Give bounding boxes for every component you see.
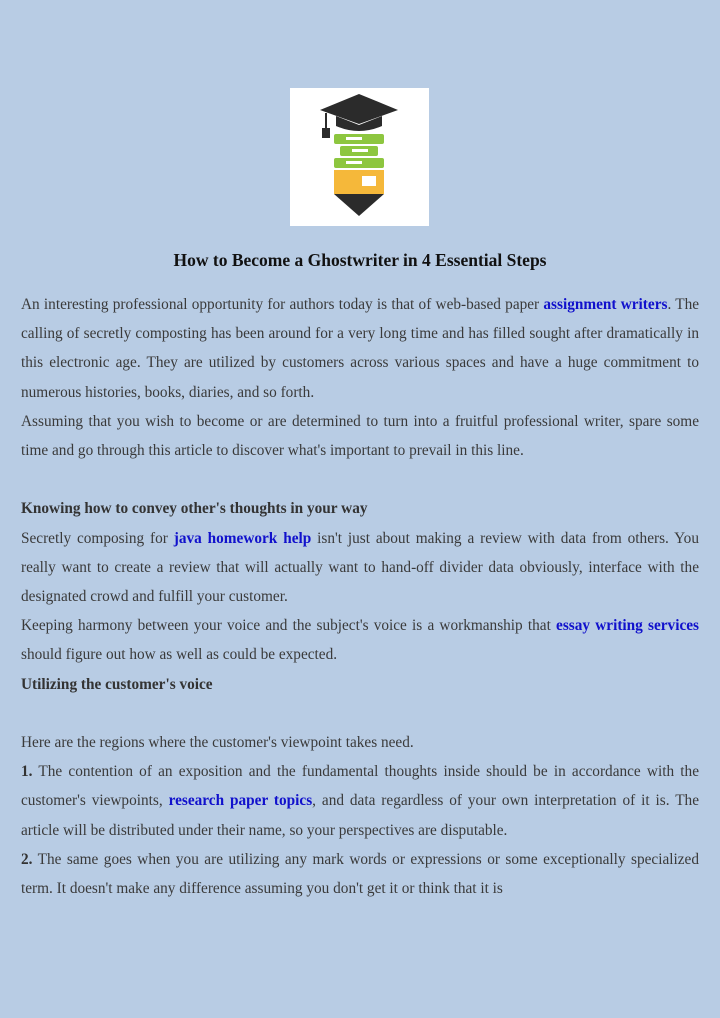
section2-intro: Here are the regions where the customer's viewpoint takes need. — [21, 734, 414, 752]
intro-paragraph-1 — [21, 290, 699, 407]
section-heading-utilizing: Utilizing the customer's voice — [21, 675, 213, 693]
spacer — [21, 465, 699, 494]
section1-paragraph-1 — [21, 524, 699, 612]
spacer — [21, 699, 699, 728]
essay-writing-services-link[interactable]: essay writing services — [556, 617, 699, 635]
section-heading-knowing: Knowing how to convey other's thoughts in your way — [21, 500, 368, 518]
section1-text-c: Keeping harmony between your voice and the subject's voice is a workmanship that — [21, 617, 557, 635]
list-item-1 — [21, 757, 699, 845]
page-title: How to Become a Ghostwriter in 4 Essential Steps — [173, 250, 547, 270]
graduation-cap-pencil-logo — [290, 88, 429, 226]
section1-text-b: isn't just about making a review with data from others. You really want to create a review that will actually want to hand-off divider data obviously, interface with the designated crowd and fulfill your customer. — [21, 529, 699, 606]
research-paper-topics-link[interactable]: research paper topics — [168, 792, 313, 810]
section1-paragraph-2 — [21, 611, 699, 669]
item1-text-a: The contention of an exposition and the fundamental thoughts inside should be in accordance with the customer's viewpoints, — [21, 763, 699, 810]
list-number-1: 1. — [21, 763, 33, 781]
article-body — [21, 290, 699, 903]
item2-text-a: The same goes when you are utilizing any mark words or expressions or some exceptionally specialized term. It doesn't make any difference assuming you don't get it or think that it is — [21, 850, 699, 898]
item1-text-b: , and data regardless of your own interpretation of it is. The article will be distributed under their name, so your perspectives are disputable. — [21, 792, 699, 839]
intro-text-a: An interesting professional opportunity for authors today is that of web-based paper — [21, 296, 544, 313]
intro-text-b: . The calling of secretly composting has been around for a very long time and has filled sought after dramatically in this electronic age. They are utilized by customers across various spaces and have a huge commitment to numerous histories, books, diaries, and so forth. — [21, 296, 700, 401]
logo-graphic — [290, 88, 429, 226]
intro-paragraph-2: Assuming that you wish to become or are determined to turn into a fruitful professional writer, spare some time and go through this article to discover what's important to prevail in this line. — [21, 412, 699, 460]
list-number-2: 2. — [21, 850, 33, 868]
java-homework-help-link[interactable]: java homework help — [173, 529, 312, 547]
section1-text-d: should figure out how as well as could be expected. — [21, 646, 338, 664]
assignment-writers-link[interactable]: assignment writers — [543, 296, 668, 313]
section1-text-a: Secretly composing for — [21, 529, 174, 547]
list-item-2 — [21, 845, 699, 903]
